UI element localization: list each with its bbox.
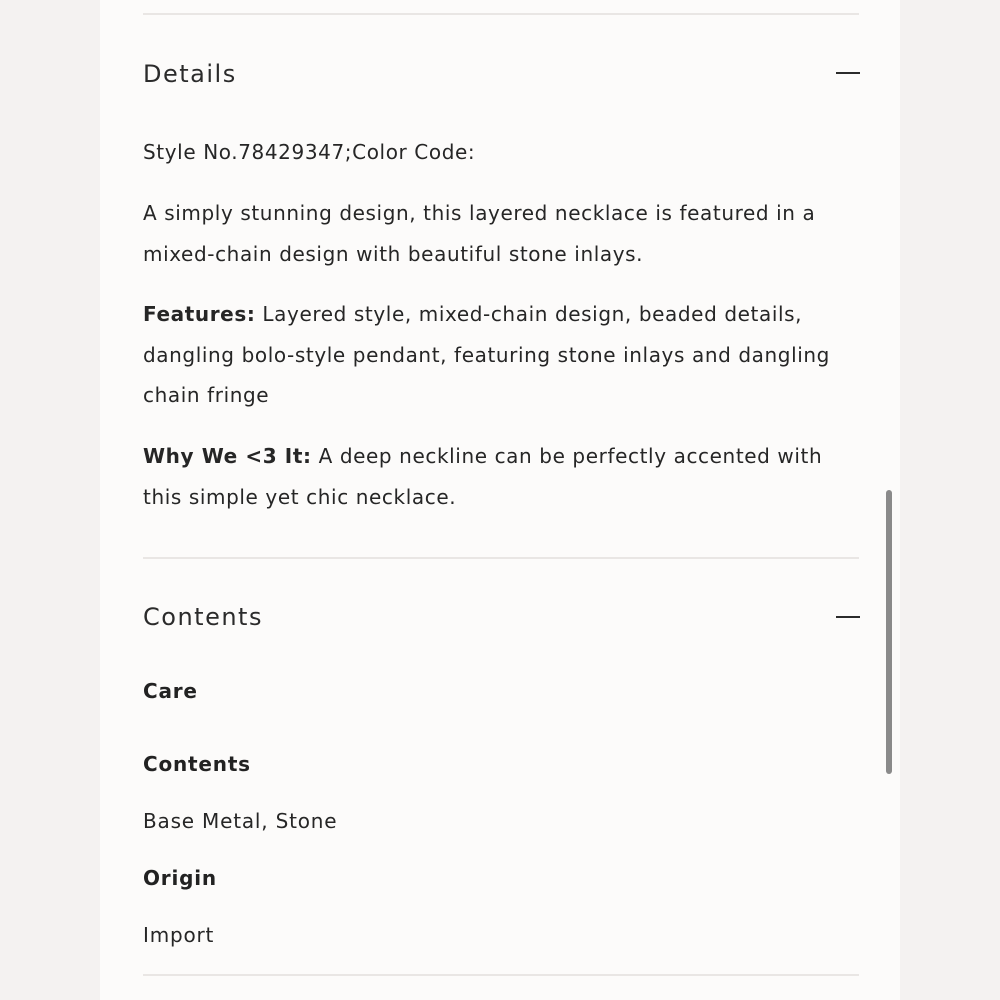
- origin-value: Import: [143, 923, 215, 947]
- why-we-love-it-label: Why We <3 It:: [143, 444, 312, 468]
- details-collapse-minus-icon[interactable]: [836, 72, 860, 74]
- contents-value: Base Metal, Stone: [143, 809, 338, 833]
- style-number-text: Style No.78429347;Color Code:: [143, 140, 476, 164]
- bottom-divider: [143, 974, 859, 976]
- care-heading: Care: [143, 679, 198, 703]
- why-we-love-it-paragraph: [143, 436, 863, 517]
- details-section-title[interactable]: Details: [143, 60, 237, 88]
- scrollbar[interactable]: [886, 490, 892, 774]
- contents-section-title[interactable]: Contents: [143, 603, 263, 631]
- details-contents-divider: [143, 557, 859, 559]
- top-divider: [143, 13, 859, 15]
- contents-heading: Contents: [143, 752, 251, 776]
- features-label: Features:: [143, 302, 256, 326]
- origin-heading: Origin: [143, 866, 217, 890]
- features-paragraph: [143, 294, 863, 416]
- product-description: [143, 193, 863, 274]
- scrollbar-thumb[interactable]: [886, 490, 892, 774]
- product-description-text: A simply stunning design, this layered necklace is featured in a mixed-chain design with beautiful stone inlays.: [143, 201, 816, 266]
- why-we-love-it-text: A deep neckline can be perfectly accented with this simple yet chic necklace.: [143, 444, 823, 509]
- contents-collapse-minus-icon[interactable]: [836, 616, 860, 618]
- features-text: Layered style, mixed-chain design, beaded details, dangling bolo-style pendant, featuring stone inlays and dangling chain fringe: [143, 302, 830, 407]
